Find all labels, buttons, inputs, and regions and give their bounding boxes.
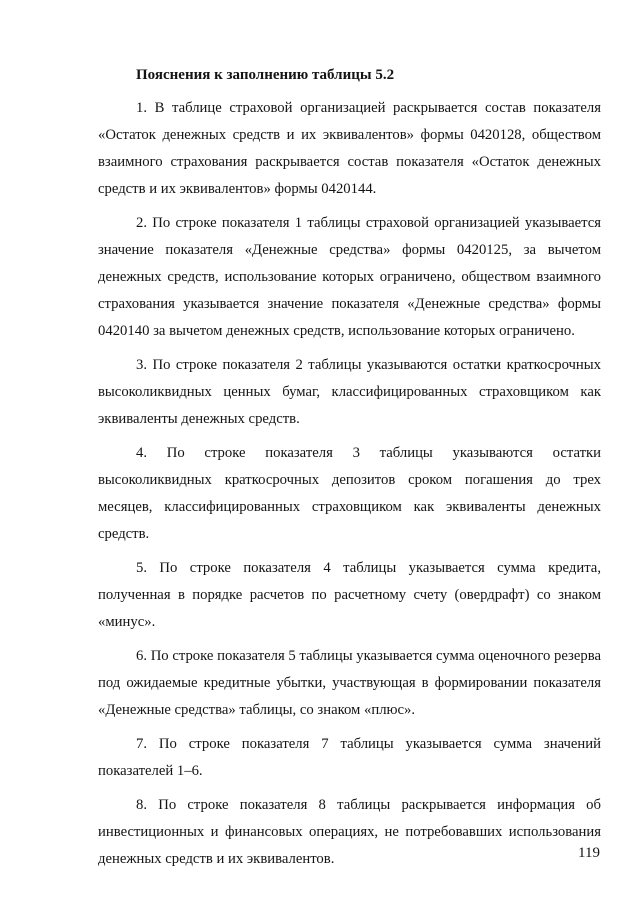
paragraph-2: 2. По строке показателя 1 таблицы страховой организацией указывается значение показателя «Денежные средства» формы 0420125, за вычетом денежных средств, использование которых ограничено, обществом взаимного страхования указывается значение показателя «Денежные средства» формы 0420140 за вычетом денежных средств, использование которых ограничено. bbox=[98, 215, 601, 339]
paragraph-1: 1. В таблице страховой организацией раскрывается состав показателя «Остаток денежных средств и их эквивалентов» формы 0420128, обществом взаимного страхования раскрывается состав показателя «Остаток денежных средств и их эквивалентов» формы 0420144. bbox=[98, 100, 601, 197]
paragraph-7: 7. По строке показателя 7 таблицы указывается сумма значений показателей 1–6. bbox=[98, 736, 601, 779]
paragraph-6: 6. По строке показателя 5 таблицы указывается сумма оценочного резерва под ожидаемые кредитные убытки, участвующая в формировании показателя «Денежные средства» таблицы, со знаком «плюс». bbox=[98, 648, 601, 718]
paragraph-4: 4. По строке показателя 3 таблицы указываются остатки высоколиквидных краткосрочных депозитов сроком погашения до трех месяцев, классифицированных страховщиком как эквиваленты денежных средств. bbox=[98, 445, 601, 542]
paragraph-8: 8. По строке показателя 8 таблицы раскрывается информация об инвестиционных и финансовых операциях, не потребовавших использования денежных средств и их эквивалентов. bbox=[98, 797, 601, 867]
page-number: 119 bbox=[578, 845, 600, 861]
paragraph-3: 3. По строке показателя 2 таблицы указываются остатки краткосрочных высоколиквидных ценных бумаг, классифицированных страховщиком как эквиваленты денежных средств. bbox=[98, 357, 601, 427]
paragraph-5: 5. По строке показателя 4 таблицы указывается сумма кредита, полученная в порядке расчетов по расчетному счету (овердрафт) со знаком «минус». bbox=[98, 560, 601, 630]
section-heading: Пояснения к заполнению таблицы 5.2 bbox=[136, 67, 395, 83]
document-page bbox=[98, 62, 601, 880]
